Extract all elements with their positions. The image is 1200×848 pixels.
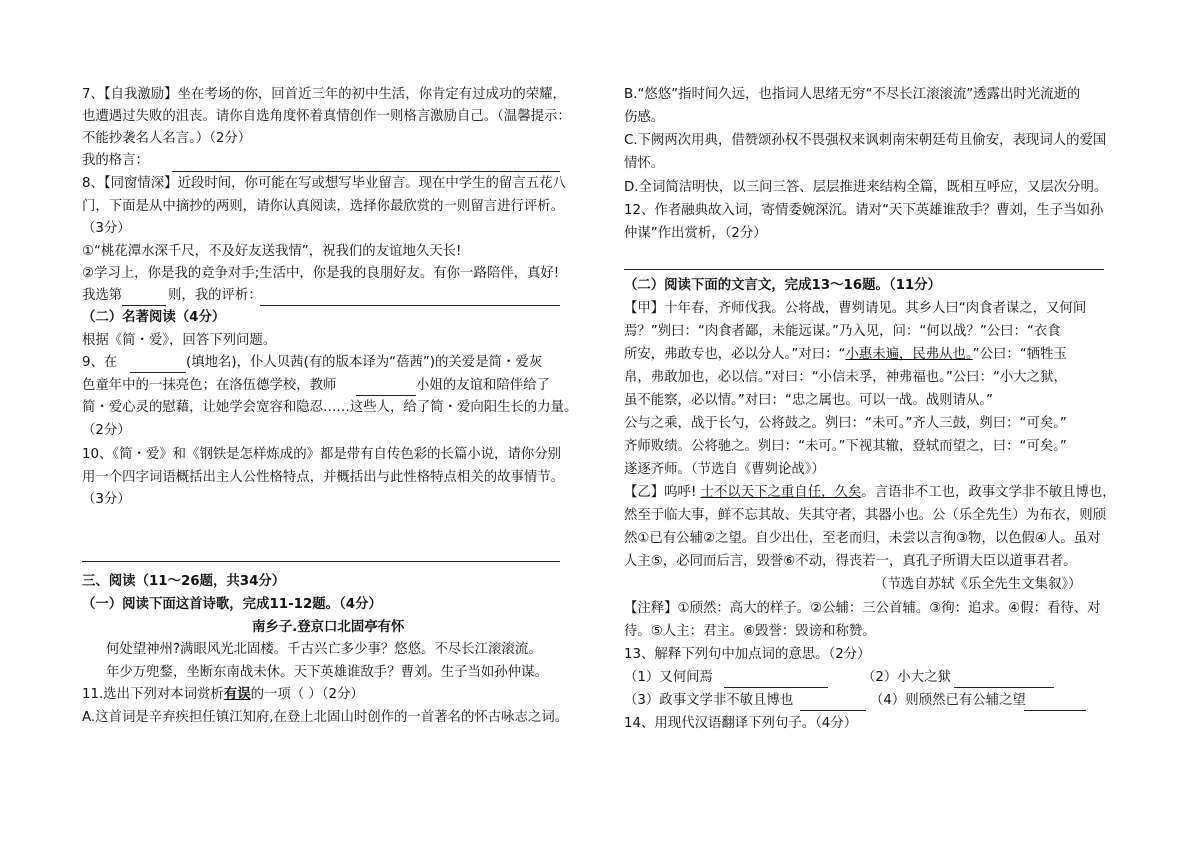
- classical-section-heading: （二）阅读下面的文言文，完成13～16题。（11分）: [624, 278, 942, 293]
- q7-answer-label: 我的格言：: [82, 153, 149, 168]
- q13-item-4-blank[interactable]: [1024, 710, 1086, 711]
- section-3-1-heading: （一）阅读下面这首诗歌，完成11-12题。（4分）: [82, 597, 382, 612]
- jia-line-2: 焉？”刿曰：“肉食者鄙，未能远谋。”乃入见，问：“何以战？”公曰：“衣食: [624, 324, 1061, 339]
- q9-blank-2[interactable]: [356, 395, 416, 396]
- q11-option-b-line-2: 伤感。: [624, 110, 665, 125]
- q9-line-1b: (填地名)，仆人贝茜(有的版本译为“蓓茜”)的关爱是简・爱灰: [186, 355, 543, 370]
- q13-item-4: （4）则颀然已有公辅之望: [870, 693, 1026, 708]
- q9-line-2b: 小姐的友谊和陪伴给了: [416, 378, 550, 393]
- jia-line-6: 公与之乘，战于长勺，公将鼓之。刿曰：“未可。”齐人三鼓，刿曰：“可矣。”: [624, 416, 1067, 431]
- q11-stem-c: 的一项（ ）（2分）: [250, 687, 364, 702]
- q9-line-3: 简・爱心灵的慰藉，让她学会宽容和隐忍……这些人，给了简・爱向阳生长的力量。: [82, 400, 578, 415]
- yi-line-1: [624, 482, 1116, 504]
- q7-line-3: 不能抄袭名人名言。）（2分）: [82, 131, 252, 146]
- q11-option-c-line-2: 情怀。: [624, 156, 665, 171]
- q10-line-3: （3分）: [82, 492, 131, 507]
- yi-line-2: 然至于临大事，鲜不忘其故、失其守者，其器小也。公（乐全先生）为布衣，则颀: [624, 508, 1107, 523]
- q10-line-1: 10、《简・爱》和《钢铁是怎样炼成的》都是带有自传色彩的长篇小说，请你分别: [82, 447, 562, 462]
- q8-choice-b: 则，我的评析：: [168, 288, 262, 303]
- jia-line-1: 【甲】十年春，齐师伐我。公将战，曹刿请见。其乡人曰“肉食者谋之，又何间: [624, 301, 1087, 316]
- q11-option-b-line-1: B.“悠悠”指时间久远，也指词人思绪无穷“不尽长江滚滚流”透露出时光流逝的: [624, 87, 1081, 102]
- q8-line-1: 8、【同窗情深】近段时间，你可能在写或想写毕业留言。现在中学生的留言五花八: [82, 176, 566, 191]
- section-3-heading: 三、阅读（11～26题，共34分）: [82, 574, 286, 589]
- poem-line-2: 年少万兜鍪，坐断东南战未休。天下英雄谁敌手？曹刘。生子当如孙仲谋。: [106, 665, 548, 680]
- yi-source: （节选自苏轼《乐全先生文集叙》）: [874, 577, 1082, 592]
- q8-line-3: （3分）: [82, 221, 131, 236]
- q8-option-1: ①“桃花潭水深千尺，不及好友送我情”，祝我们的友谊地久天长!: [82, 244, 462, 259]
- q13-item-1: （1）又何间焉: [624, 670, 713, 685]
- q8-line-2: 门，下面是从中摘抄的两则，请你认真阅读，选择你最欣赏的一则留言进行评析。: [82, 199, 565, 214]
- q9-line-1a: 9、在: [82, 355, 118, 370]
- yi-line-1c: 。言语非不工也，政事文学非不敏且博也，: [861, 485, 1116, 500]
- q7-line-1: 7、【自我激励】坐在考场的你，回首近三年的初中生活，你肯定有过成功的荣耀，: [82, 87, 566, 102]
- section-2-intro: 根据《简・爱》，回答下列问题。: [82, 333, 277, 348]
- q13-item-2-blank[interactable]: [954, 687, 1054, 688]
- section-2-heading: （二）名著阅读（4分）: [82, 310, 226, 325]
- jia-line-3: [624, 344, 1067, 366]
- jia-line-4: 帛，弗敢加也，必以信。”对曰：“小信未孚，神弗福也。”公曰：“小大之狱，: [624, 370, 1067, 385]
- q12-line-1: 12、作者融典故入词，寄情委婉深沉。请对“天下英雄谁敌手？曹刘，生子当如孙: [624, 203, 1104, 218]
- poem-title: 南乡子.登京口北固亭有怀: [252, 620, 405, 635]
- q9-blank-1[interactable]: [130, 372, 186, 373]
- q11-option-c-line-1: C.下阙两次用典，借赞颂孙权不畏强权来讽刺南宋朝廷苟且偷安，表现词人的爱国: [624, 133, 1107, 148]
- q11-stem-emphasis: 有误: [223, 687, 251, 702]
- notes-line-2: 待。⑤人主：君主。⑥毁誉：毁谤和称赞。: [624, 624, 876, 639]
- q7-line-2: 也遭遇过失败的沮丧。请你自选角度怀着真情创作一则格言激励自己。（温馨提示：: [82, 109, 571, 124]
- yi-line-4: 人主⑤，必同而后言，毁誉⑥不动，得丧若一，真孔子所谓大臣以道事君者。: [624, 554, 1077, 569]
- q11-option-a: A.这首词是辛弃疾担任镇江知府,在登上北固山时创作的一首著名的怀古咏志之词。: [82, 710, 569, 725]
- q9-line-4: （2分）: [82, 423, 131, 438]
- q8-option-2: ②学习上，你是我的竞争对手;生活中，你是我的良朋好友。有你一路陪伴，真好!: [82, 266, 560, 281]
- yi-underlined-sentence: 士不以天下之重自任，久矣: [700, 485, 862, 500]
- q13-item-2: （2）小大之狱: [862, 670, 951, 685]
- jia-line-3a: 所安，弗敢专也，必以分人。”对曰：“: [624, 347, 846, 362]
- notes-line-1: 【注释】①颀然：高大的样子。②公辅：三公首辅。③徇：追求。④假：看待、对: [624, 601, 1101, 616]
- jia-line-8: 遂逐齐师。（节选自《曹刿论战》）: [624, 462, 825, 477]
- q8-choice-a: 我选第: [82, 288, 123, 303]
- jia-line-5: 虽不能察，必以情。”对曰：“忠之属也。可以一战。战则请从。”: [624, 393, 993, 408]
- q7-answer-line[interactable]: [172, 171, 560, 172]
- q11-option-d: D.全词简洁明快，以三问三答、层层推进来结构全篇，既相互呼应，又层次分明。: [624, 180, 1108, 195]
- q8-comment-line[interactable]: [260, 305, 560, 306]
- q12-line-2: 仲谋”作出赏析，（2分）: [624, 226, 767, 241]
- q13-item-3-blank[interactable]: [800, 710, 866, 711]
- yi-line-1a: 【乙】呜呼!: [624, 485, 701, 500]
- poem-line-1: 何处望神州?满眼风光北固楼。千古兴亡多少事？悠悠。不尽长江滚滚流。: [106, 642, 542, 657]
- q10-line-2: 用一个四字词语概括出主人公性格特点，并概括出与此性格特点相关的故事情节。: [82, 470, 565, 485]
- q14-stem: 14、用现代汉语翻译下列句子。（4分）: [624, 716, 858, 731]
- q13-stem: 13、解释下列句中加点词的意思。（2分）: [624, 647, 871, 662]
- q12-answer-line[interactable]: [624, 269, 1104, 270]
- q13-item-1-blank[interactable]: [724, 687, 828, 688]
- q11-stem: [82, 684, 364, 706]
- jia-line-7: 齐师败绩。公将驰之。刿曰：“未可。”下视其辙，登轼而望之，曰：“可矣。”: [624, 439, 1067, 454]
- jia-underlined-sentence: 小惠未遍，民弗从也。: [845, 347, 973, 362]
- q8-choice-blank[interactable]: [122, 305, 166, 306]
- q10-answer-line[interactable]: [82, 561, 560, 562]
- jia-line-3c: ”公曰：“牺牲玉: [972, 347, 1067, 362]
- yi-line-3: 然①已有公辅②之望。自少出仕，至老而归，未尝以言徇③物，以色假④人。虽对: [624, 531, 1101, 546]
- q11-stem-a: 11.选出下列对本词赏析: [82, 687, 224, 702]
- q13-item-3: （3）政事文学非不敏且博也: [624, 693, 794, 708]
- q9-line-2a: 色童年中的一抹亮色；在洛伍德学校，教师: [82, 378, 337, 393]
